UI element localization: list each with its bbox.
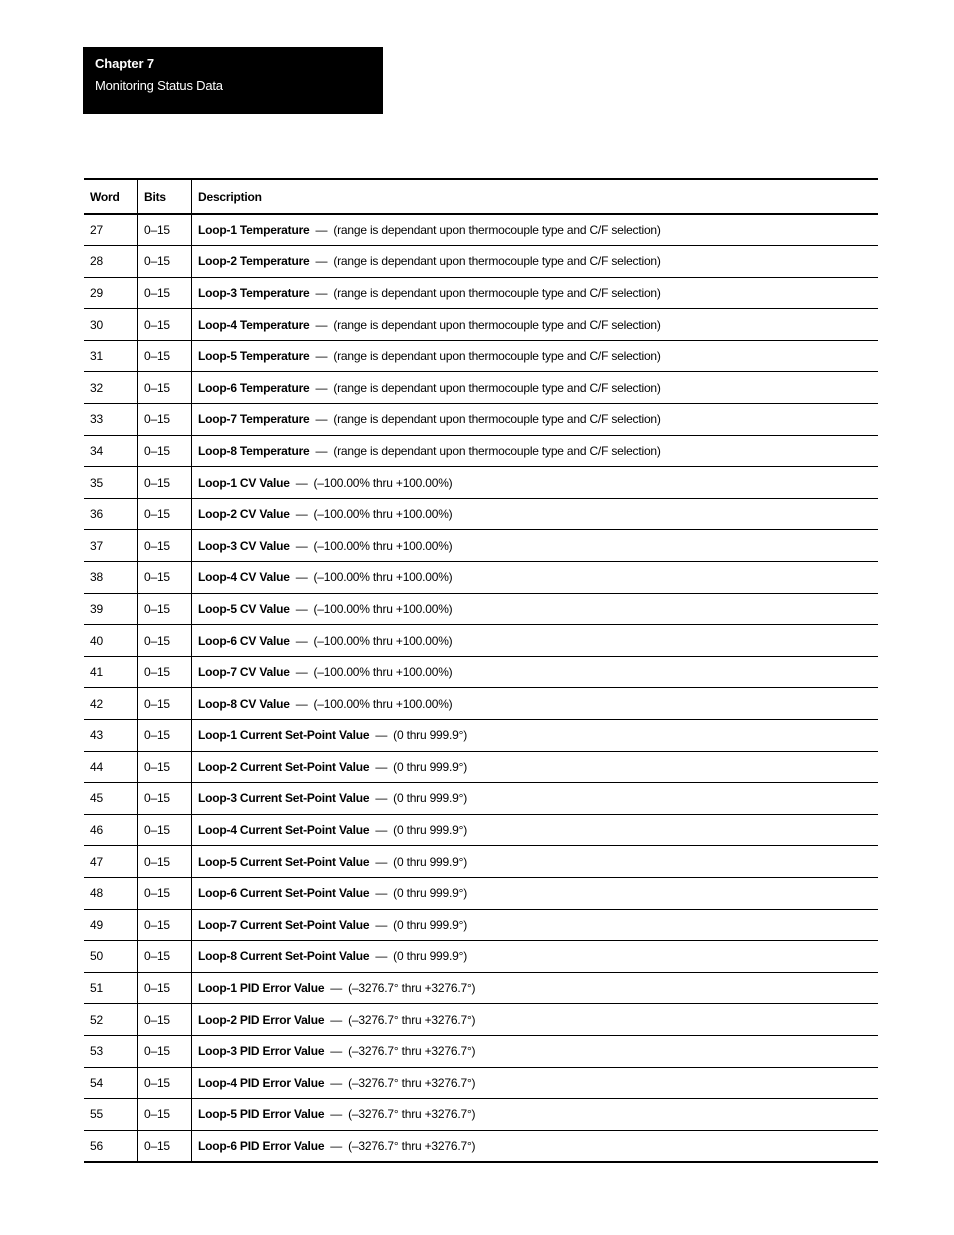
cell-description bbox=[192, 783, 879, 815]
cell-bits: 0–15 bbox=[138, 340, 192, 372]
description-range: (–100.00% thru +100.00%) bbox=[313, 665, 453, 680]
cell-word: 35 bbox=[84, 467, 138, 499]
table-row bbox=[84, 277, 878, 309]
cell-bits: 0–15 bbox=[138, 941, 192, 973]
description-range: (–100.00% thru +100.00%) bbox=[313, 633, 453, 648]
cell-word: 36 bbox=[84, 498, 138, 530]
cell-bits: 0–15 bbox=[138, 1067, 192, 1099]
description-range: (–100.00% thru +100.00%) bbox=[313, 507, 453, 522]
cell-description bbox=[192, 751, 879, 783]
column-header-description: Description bbox=[198, 189, 262, 204]
cell-bits: 0–15 bbox=[138, 593, 192, 625]
description-separator: — bbox=[330, 1012, 343, 1027]
table-row bbox=[84, 877, 878, 909]
table-row bbox=[84, 656, 878, 688]
table-row bbox=[84, 1130, 878, 1162]
description-range: (–3276.7° thru +3276.7°) bbox=[348, 1107, 476, 1122]
cell-word: 50 bbox=[84, 941, 138, 973]
cell-word: 46 bbox=[84, 814, 138, 846]
cell-bits: 0–15 bbox=[138, 688, 192, 720]
description-range: (range is dependant upon thermocouple type and C/F selection) bbox=[333, 443, 661, 458]
cell-bits: 0–15 bbox=[138, 467, 192, 499]
cell-word: 40 bbox=[84, 625, 138, 657]
description-name: Loop-4 Temperature bbox=[198, 317, 310, 332]
description-name: Loop-6 Current Set-Point Value bbox=[198, 886, 370, 901]
description-name: Loop-2 PID Error Value bbox=[198, 1012, 325, 1027]
cell-description bbox=[192, 246, 879, 278]
cell-description bbox=[192, 1035, 879, 1067]
cell-description bbox=[192, 309, 879, 341]
cell-bits: 0–15 bbox=[138, 530, 192, 562]
chapter-title: Monitoring Status Data bbox=[95, 78, 223, 93]
description-name: Loop-4 CV Value bbox=[198, 570, 290, 585]
description-separator: — bbox=[315, 285, 328, 300]
cell-description bbox=[192, 593, 879, 625]
description-name: Loop-2 CV Value bbox=[198, 507, 290, 522]
column-header-word: Word bbox=[84, 179, 138, 214]
table-row bbox=[84, 720, 878, 752]
description-name: Loop-8 CV Value bbox=[198, 696, 290, 711]
cell-word: 53 bbox=[84, 1035, 138, 1067]
description-range: (–3276.7° thru +3276.7°) bbox=[348, 1012, 476, 1027]
cell-word: 37 bbox=[84, 530, 138, 562]
description-range: (–100.00% thru +100.00%) bbox=[313, 538, 453, 553]
cell-word: 34 bbox=[84, 435, 138, 467]
cell-bits: 0–15 bbox=[138, 909, 192, 941]
cell-description bbox=[192, 498, 879, 530]
cell-description bbox=[192, 656, 879, 688]
description-separator: — bbox=[315, 380, 328, 395]
cell-description bbox=[192, 1004, 879, 1036]
description-range: (–3276.7° thru +3276.7°) bbox=[348, 1138, 476, 1153]
description-name: Loop-8 Current Set-Point Value bbox=[198, 949, 370, 964]
description-separator: — bbox=[375, 886, 388, 901]
table-row bbox=[84, 1004, 878, 1036]
cell-bits: 0–15 bbox=[138, 751, 192, 783]
cell-word: 48 bbox=[84, 877, 138, 909]
table-row bbox=[84, 498, 878, 530]
cell-description bbox=[192, 1067, 879, 1099]
cell-word: 49 bbox=[84, 909, 138, 941]
cell-word: 55 bbox=[84, 1099, 138, 1131]
cell-word: 52 bbox=[84, 1004, 138, 1036]
cell-word: 30 bbox=[84, 309, 138, 341]
description-separator: — bbox=[295, 475, 308, 490]
cell-bits: 0–15 bbox=[138, 972, 192, 1004]
description-range: (range is dependant upon thermocouple type and C/F selection) bbox=[333, 285, 661, 300]
description-separator: — bbox=[330, 1138, 343, 1153]
description-name: Loop-3 Current Set-Point Value bbox=[198, 791, 370, 806]
description-range: (–100.00% thru +100.00%) bbox=[313, 570, 453, 585]
table-row bbox=[84, 214, 878, 246]
description-separator: — bbox=[375, 917, 388, 932]
description-separator: — bbox=[315, 317, 328, 332]
description-separator: — bbox=[295, 601, 308, 616]
description-range: (0 thru 999.9°) bbox=[393, 854, 468, 869]
description-separator: — bbox=[295, 696, 308, 711]
cell-description bbox=[192, 435, 879, 467]
description-name: Loop-1 CV Value bbox=[198, 475, 290, 490]
cell-bits: 0–15 bbox=[138, 404, 192, 436]
cell-description bbox=[192, 877, 879, 909]
description-range: (–3276.7° thru +3276.7°) bbox=[348, 1044, 476, 1059]
cell-description bbox=[192, 530, 879, 562]
description-range: (range is dependant upon thermocouple type and C/F selection) bbox=[333, 349, 661, 364]
chapter-header bbox=[83, 47, 383, 114]
cell-word: 28 bbox=[84, 246, 138, 278]
description-range: (–100.00% thru +100.00%) bbox=[313, 475, 453, 490]
cell-description bbox=[192, 625, 879, 657]
cell-word: 31 bbox=[84, 340, 138, 372]
description-separator: — bbox=[295, 665, 308, 680]
table-row bbox=[84, 941, 878, 973]
table-row bbox=[84, 562, 878, 594]
description-separator: — bbox=[295, 538, 308, 553]
description-name: Loop-3 Temperature bbox=[198, 285, 310, 300]
description-name: Loop-5 PID Error Value bbox=[198, 1107, 325, 1122]
cell-bits: 0–15 bbox=[138, 846, 192, 878]
cell-word: 42 bbox=[84, 688, 138, 720]
description-name: Loop-6 PID Error Value bbox=[198, 1138, 325, 1153]
description-separator: — bbox=[375, 949, 388, 964]
table-header-row bbox=[84, 179, 878, 214]
description-name: Loop-1 Current Set-Point Value bbox=[198, 728, 370, 743]
description-separator: — bbox=[330, 1044, 343, 1059]
description-name: Loop-5 Temperature bbox=[198, 349, 310, 364]
description-range: (0 thru 999.9°) bbox=[393, 886, 468, 901]
description-range: (0 thru 999.9°) bbox=[393, 759, 468, 774]
description-name: Loop-7 CV Value bbox=[198, 665, 290, 680]
description-separator: — bbox=[330, 981, 343, 996]
cell-description bbox=[192, 941, 879, 973]
cell-word: 51 bbox=[84, 972, 138, 1004]
description-separator: — bbox=[330, 1075, 343, 1090]
description-range: (0 thru 999.9°) bbox=[393, 791, 468, 806]
description-name: Loop-6 Temperature bbox=[198, 380, 310, 395]
cell-description bbox=[192, 972, 879, 1004]
description-separator: — bbox=[330, 1107, 343, 1122]
cell-bits: 0–15 bbox=[138, 625, 192, 657]
cell-bits: 0–15 bbox=[138, 277, 192, 309]
cell-description bbox=[192, 688, 879, 720]
description-name: Loop-3 CV Value bbox=[198, 538, 290, 553]
cell-bits: 0–15 bbox=[138, 720, 192, 752]
description-separator: — bbox=[375, 823, 388, 838]
table-row bbox=[84, 435, 878, 467]
table-row bbox=[84, 625, 878, 657]
table-row bbox=[84, 404, 878, 436]
cell-bits: 0–15 bbox=[138, 562, 192, 594]
description-separator: — bbox=[315, 412, 328, 427]
cell-description bbox=[192, 467, 879, 499]
description-name: Loop-6 CV Value bbox=[198, 633, 290, 648]
description-name: Loop-8 Temperature bbox=[198, 443, 310, 458]
cell-bits: 0–15 bbox=[138, 372, 192, 404]
cell-description bbox=[192, 340, 879, 372]
cell-description bbox=[192, 846, 879, 878]
cell-word: 56 bbox=[84, 1130, 138, 1162]
cell-word: 27 bbox=[84, 214, 138, 246]
table-row bbox=[84, 340, 878, 372]
description-range: (0 thru 999.9°) bbox=[393, 917, 468, 932]
cell-description bbox=[192, 277, 879, 309]
cell-description bbox=[192, 372, 879, 404]
description-name: Loop-4 PID Error Value bbox=[198, 1075, 325, 1090]
chapter-number: Chapter 7 bbox=[95, 56, 155, 71]
cell-description bbox=[192, 1099, 879, 1131]
description-name: Loop-7 Current Set-Point Value bbox=[198, 917, 370, 932]
cell-bits: 0–15 bbox=[138, 498, 192, 530]
cell-word: 29 bbox=[84, 277, 138, 309]
table-row bbox=[84, 909, 878, 941]
description-separator: — bbox=[295, 633, 308, 648]
description-name: Loop-5 Current Set-Point Value bbox=[198, 854, 370, 869]
column-header-bits: Bits bbox=[138, 179, 192, 214]
cell-bits: 0–15 bbox=[138, 1004, 192, 1036]
description-range: (range is dependant upon thermocouple type and C/F selection) bbox=[333, 317, 661, 332]
description-name: Loop-4 Current Set-Point Value bbox=[198, 823, 370, 838]
description-name: Loop-3 PID Error Value bbox=[198, 1044, 325, 1059]
table-row bbox=[84, 1035, 878, 1067]
cell-description bbox=[192, 562, 879, 594]
description-separator: — bbox=[295, 570, 308, 585]
description-range: (0 thru 999.9°) bbox=[393, 949, 468, 964]
cell-word: 33 bbox=[84, 404, 138, 436]
cell-bits: 0–15 bbox=[138, 214, 192, 246]
description-range: (–100.00% thru +100.00%) bbox=[313, 601, 453, 616]
cell-word: 47 bbox=[84, 846, 138, 878]
cell-description bbox=[192, 909, 879, 941]
cell-word: 43 bbox=[84, 720, 138, 752]
description-range: (0 thru 999.9°) bbox=[393, 728, 468, 743]
cell-word: 32 bbox=[84, 372, 138, 404]
description-separator: — bbox=[315, 443, 328, 458]
cell-description bbox=[192, 1130, 879, 1162]
description-range: (range is dependant upon thermocouple type and C/F selection) bbox=[333, 412, 661, 427]
table-row bbox=[84, 1099, 878, 1131]
table-row bbox=[84, 846, 878, 878]
table-row bbox=[84, 688, 878, 720]
table-row bbox=[84, 972, 878, 1004]
cell-bits: 0–15 bbox=[138, 309, 192, 341]
description-separator: — bbox=[375, 728, 388, 743]
cell-bits: 0–15 bbox=[138, 656, 192, 688]
description-range: (range is dependant upon thermocouple type and C/F selection) bbox=[333, 223, 661, 238]
cell-word: 54 bbox=[84, 1067, 138, 1099]
description-name: Loop-7 Temperature bbox=[198, 412, 310, 427]
description-separator: — bbox=[295, 507, 308, 522]
table-row bbox=[84, 814, 878, 846]
cell-description bbox=[192, 404, 879, 436]
cell-bits: 0–15 bbox=[138, 246, 192, 278]
cell-bits: 0–15 bbox=[138, 1035, 192, 1067]
table-body bbox=[84, 214, 878, 1162]
cell-word: 39 bbox=[84, 593, 138, 625]
cell-word: 45 bbox=[84, 783, 138, 815]
cell-word: 44 bbox=[84, 751, 138, 783]
description-range: (range is dependant upon thermocouple type and C/F selection) bbox=[333, 254, 661, 269]
description-name: Loop-1 Temperature bbox=[198, 223, 310, 238]
description-separator: — bbox=[375, 791, 388, 806]
description-separator: — bbox=[315, 254, 328, 269]
cell-description bbox=[192, 214, 879, 246]
table-row bbox=[84, 246, 878, 278]
description-separator: — bbox=[315, 223, 328, 238]
table-row bbox=[84, 530, 878, 562]
table-row bbox=[84, 372, 878, 404]
cell-bits: 0–15 bbox=[138, 783, 192, 815]
cell-word: 41 bbox=[84, 656, 138, 688]
table-row bbox=[84, 309, 878, 341]
cell-description bbox=[192, 814, 879, 846]
description-range: (–100.00% thru +100.00%) bbox=[313, 696, 453, 711]
cell-word: 38 bbox=[84, 562, 138, 594]
table-row bbox=[84, 467, 878, 499]
description-name: Loop-1 PID Error Value bbox=[198, 981, 325, 996]
description-separator: — bbox=[375, 759, 388, 774]
cell-bits: 0–15 bbox=[138, 814, 192, 846]
table-row bbox=[84, 1067, 878, 1099]
cell-bits: 0–15 bbox=[138, 1130, 192, 1162]
cell-bits: 0–15 bbox=[138, 877, 192, 909]
cell-bits: 0–15 bbox=[138, 1099, 192, 1131]
description-separator: — bbox=[315, 349, 328, 364]
description-range: (range is dependant upon thermocouple type and C/F selection) bbox=[333, 380, 661, 395]
table-row bbox=[84, 751, 878, 783]
status-data-table bbox=[84, 178, 878, 1163]
table-row bbox=[84, 783, 878, 815]
description-range: (–3276.7° thru +3276.7°) bbox=[348, 1075, 476, 1090]
description-name: Loop-2 Current Set-Point Value bbox=[198, 759, 370, 774]
description-name: Loop-2 Temperature bbox=[198, 254, 310, 269]
description-range: (0 thru 999.9°) bbox=[393, 823, 468, 838]
cell-description bbox=[192, 720, 879, 752]
description-range: (–3276.7° thru +3276.7°) bbox=[348, 981, 476, 996]
cell-bits: 0–15 bbox=[138, 435, 192, 467]
description-name: Loop-5 CV Value bbox=[198, 601, 290, 616]
description-separator: — bbox=[375, 854, 388, 869]
table-row bbox=[84, 593, 878, 625]
